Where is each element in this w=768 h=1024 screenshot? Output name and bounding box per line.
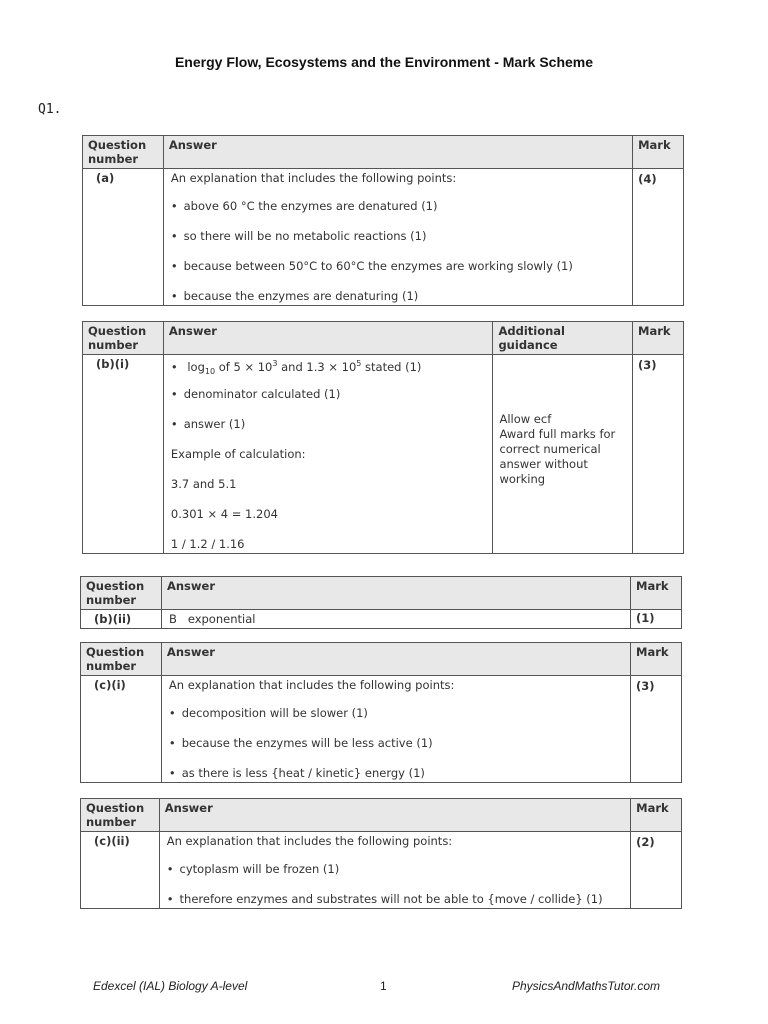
answer-point: • because the enzymes will be less active (1) xyxy=(169,736,623,766)
calculation-step: 3.7 and 5.1 xyxy=(170,477,237,491)
guidance-cell xyxy=(493,355,633,554)
mark-value: (2) xyxy=(631,832,682,909)
answer-point: • cytoplasm will be frozen (1) xyxy=(167,862,623,892)
answer-point: • therefore enzymes and substrates will not be able to {move / collide} (1) xyxy=(167,892,623,908)
table-row xyxy=(83,355,684,554)
header-question-number: Question number xyxy=(83,136,164,169)
guidance-line: correct numerical xyxy=(499,442,601,456)
exponent: 3 xyxy=(272,359,278,368)
answer-cell: B exponential xyxy=(161,610,630,629)
calculation-step: 1 / 1.2 / 1.16 xyxy=(170,537,245,551)
footer-website: PhysicsAndMathsTutor.com xyxy=(512,979,661,993)
value-text: of 5 × 10 xyxy=(215,359,273,374)
header-mark: Mark xyxy=(633,322,684,355)
value-text: stated (1) xyxy=(361,359,422,374)
mark-value: (3) xyxy=(633,355,684,554)
answer-cell xyxy=(163,355,493,554)
guidance-line: Award full marks for xyxy=(499,427,616,441)
guidance-line: working xyxy=(499,472,546,486)
question-number: (b)(ii) xyxy=(81,610,162,629)
header-additional-guidance: Additional guidance xyxy=(493,322,633,355)
guidance-line: answer without xyxy=(499,457,588,471)
header-question-number: Question number xyxy=(81,643,162,676)
answer-point: • answer (1) xyxy=(171,417,486,447)
table-header-row xyxy=(83,136,684,169)
answer-cell xyxy=(159,832,630,909)
log-text: log xyxy=(187,359,205,374)
mark-value: (1) xyxy=(631,610,682,629)
mark-scheme-table-c-i xyxy=(80,642,682,783)
header-answer: Answer xyxy=(163,322,493,355)
answer-intro: An explanation that includes the following points: xyxy=(166,834,453,848)
table-header-row xyxy=(81,799,682,832)
answer-point: • denominator calculated (1) xyxy=(171,387,486,417)
answer-point: • above 60 °C the enzymes are denatured (1) xyxy=(171,199,625,229)
calculation-step: 0.301 × 4 = 1.204 xyxy=(170,507,278,521)
calculation-heading: Example of calculation: xyxy=(170,447,306,461)
answer-cell xyxy=(161,676,630,783)
question-number: (a) xyxy=(83,169,164,306)
exponent: 5 xyxy=(356,359,362,368)
mark-value: (4) xyxy=(633,169,684,306)
answer-cell xyxy=(163,169,632,306)
header-answer: Answer xyxy=(159,799,630,832)
header-answer: Answer xyxy=(161,643,630,676)
table-header-row xyxy=(81,577,682,610)
answer-point xyxy=(171,357,486,387)
table-row xyxy=(81,832,682,909)
answer-point: • as there is less {heat / kinetic} energy (1) xyxy=(169,766,623,782)
guidance-line: Allow ecf xyxy=(499,412,552,426)
header-question-number: Question number xyxy=(81,799,160,832)
page-title: Energy Flow, Ecosystems and the Environment - Mark Scheme xyxy=(174,54,594,70)
header-mark: Mark xyxy=(631,577,682,610)
answer-point: • so there will be no metabolic reactions (1) xyxy=(171,229,625,259)
answer-intro: An explanation that includes the following points: xyxy=(170,171,457,185)
answer-point: • because the enzymes are denaturing (1) xyxy=(171,289,625,305)
table-row xyxy=(83,169,684,306)
mark-scheme-table-b-i xyxy=(82,321,684,554)
header-question-number: Question number xyxy=(81,577,162,610)
table-row xyxy=(81,610,682,629)
header-question-number: Question number xyxy=(83,322,164,355)
table-row xyxy=(81,676,682,783)
answer-point: • decomposition will be slower (1) xyxy=(169,706,623,736)
header-mark: Mark xyxy=(633,136,684,169)
table-header-row xyxy=(83,322,684,355)
question-number: (c)(ii) xyxy=(81,832,160,909)
mark-value: (3) xyxy=(631,676,682,783)
question-label: Q1. xyxy=(38,102,62,117)
question-number: (c)(i) xyxy=(81,676,162,783)
mark-scheme-table-a xyxy=(82,135,684,306)
value-text: and 1.3 × 10 xyxy=(277,359,357,374)
footer-page-number: 1 xyxy=(380,979,387,993)
header-mark: Mark xyxy=(631,799,682,832)
header-mark: Mark xyxy=(631,643,682,676)
question-number: (b)(i) xyxy=(83,355,164,554)
table-header-row xyxy=(81,643,682,676)
footer-exam-board: Edexcel (IAL) Biology A-level xyxy=(93,979,248,993)
header-answer: Answer xyxy=(161,577,630,610)
mark-scheme-table-b-ii xyxy=(80,576,682,629)
answer-point: • because between 50°C to 60°C the enzymes are working slowly (1) xyxy=(171,259,625,289)
mark-scheme-table-c-ii xyxy=(80,798,682,909)
answer-intro: An explanation that includes the following points: xyxy=(168,678,455,692)
log-subscript: 10 xyxy=(204,367,216,377)
header-answer: Answer xyxy=(163,136,632,169)
